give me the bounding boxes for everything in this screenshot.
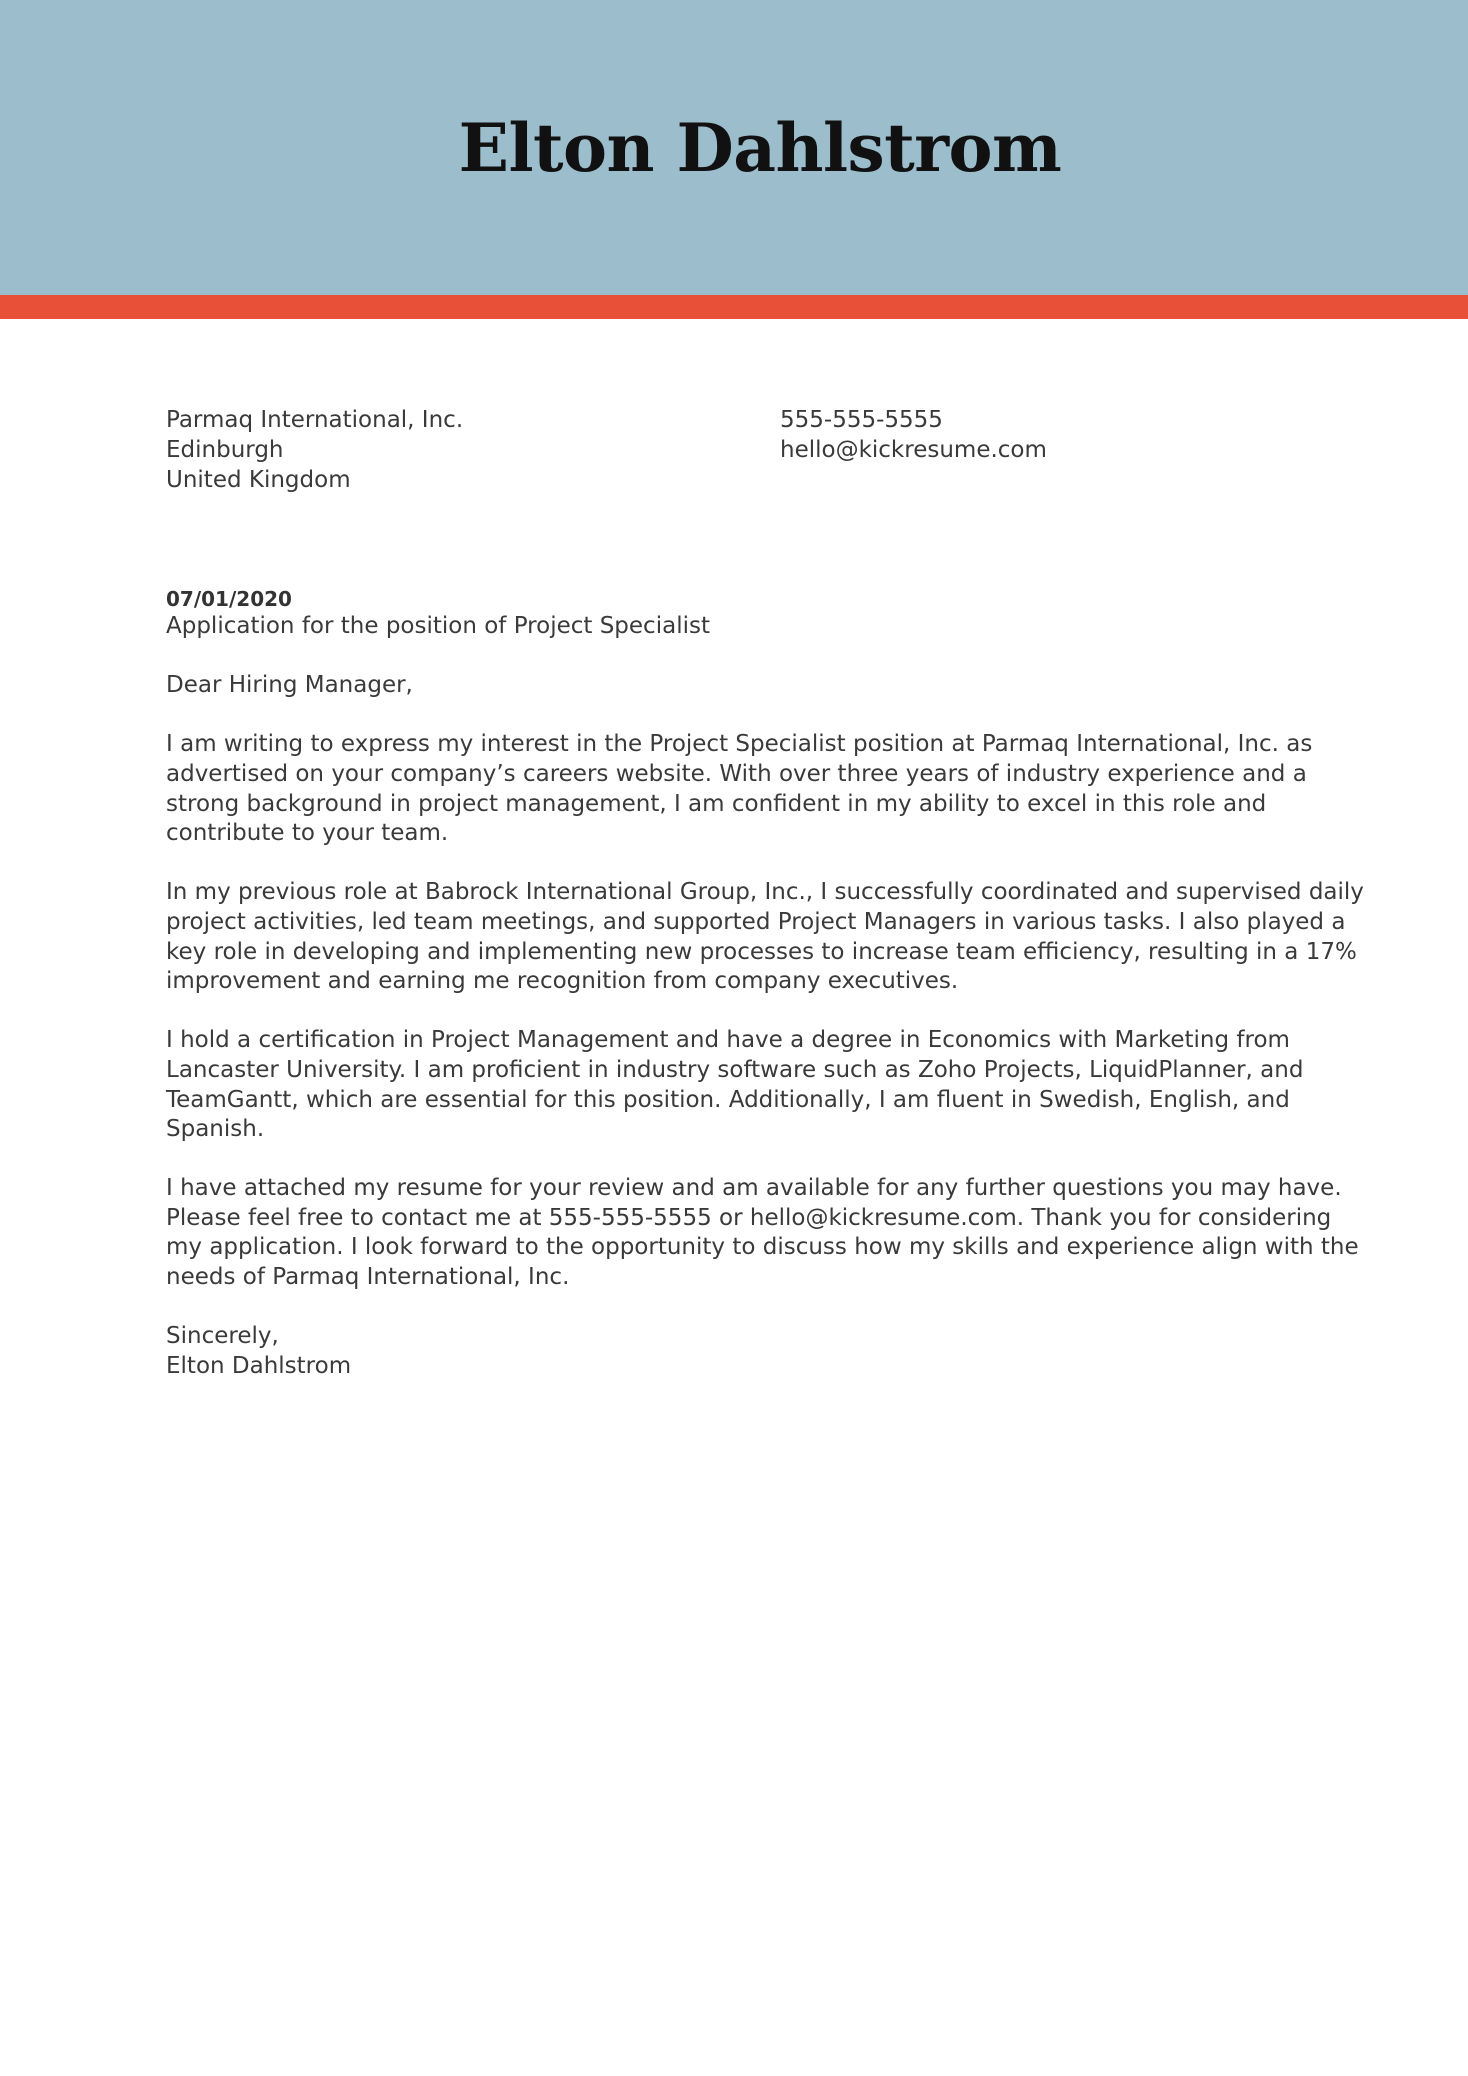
letter-date: 07/01/2020: [166, 587, 292, 611]
letter-closing: Sincerely,: [166, 1323, 279, 1350]
contact-email: hello@kickresume.com: [780, 437, 1047, 463]
recipient-country: United Kingdom: [166, 467, 351, 493]
letter-body: [166, 612, 1366, 1411]
letter-paragraph: In my previous role at Babrock International Group, Inc., I successfully coordinated and supervised daily project activities, led team meetings, and supported Project Managers in various tasks. I also played a key role in developing and implementing new processes to increase team efficiency, resulting in a 17% improvement and earning me recognition from company executives.: [166, 879, 1364, 995]
letter-signature: Elton Dahlstrom: [166, 1352, 352, 1379]
letter-paragraph: I am writing to express my interest in the Project Specialist position at Parmaq International, Inc. as advertised on your company’s careers website. With over three years of industry experience and a strong background in project management, I am confident in my ability to excel in this role and contribute to your team.: [166, 731, 1313, 847]
letter-paragraph: I hold a certification in Project Management and have a degree in Economics with Marketing from Lancaster University. I am proficient in industry software such as Zoho Projects, LiquidPlanner, and TeamGantt, which are essential for this position. Additionally, I am fluent in Swedish, English, and Spanish.: [166, 1027, 1304, 1143]
recipient-city: Edinburgh: [166, 437, 284, 463]
applicant-contact: [780, 405, 1340, 465]
header-banner: [0, 0, 1468, 295]
recipient-address: [166, 405, 726, 495]
letter-salutation: Dear Hiring Manager,: [166, 672, 413, 699]
contact-phone: 555-555-5555: [780, 407, 943, 433]
recipient-company: Parmaq International, Inc.: [166, 407, 464, 433]
letter-closing-block: [166, 1322, 1366, 1381]
accent-divider: [0, 295, 1468, 319]
letter-subject: Application for the position of Project Specialist: [166, 613, 710, 639]
applicant-name: Elton Dahlstrom: [458, 109, 1062, 187]
letter-paragraph: I have attached my resume for your review and am available for any further questions you may have. Please feel free to contact me at 555-555-5555 or hello@kickresume.com. Thank you for considering my application. I look forward to the opportunity to discuss how my skills and experience align with the needs of Parmaq International, Inc.: [166, 1175, 1359, 1291]
